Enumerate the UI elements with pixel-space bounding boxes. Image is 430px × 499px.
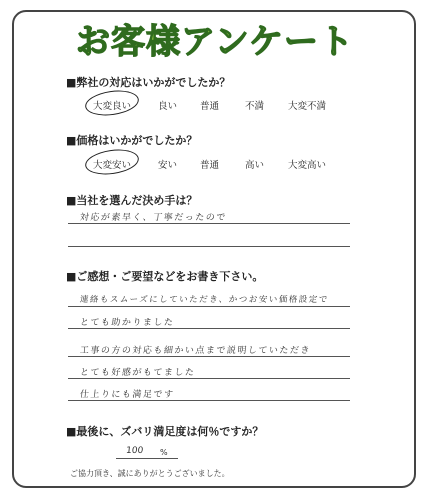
service-option-4[interactable]: 不満	[245, 101, 265, 112]
satisfaction-line	[116, 458, 178, 459]
thank-you-footer: ご協力頂き、誠にありがとうございました。	[70, 469, 230, 478]
question-reason: ■当社を選んだ決め手は？	[66, 194, 198, 207]
comment-answer-line-4: とても好感がもてました	[79, 368, 196, 378]
price-option-2[interactable]: 安い	[158, 160, 178, 171]
reason-answer-line-1: 対応が素早く、丁寧だったので	[79, 213, 228, 223]
question-satisfaction: ■最後に、ズバリ満足度は何％ですか？	[66, 425, 264, 438]
price-option-3[interactable]: 普通	[200, 160, 220, 171]
price-option-5[interactable]: 大変高い	[288, 160, 327, 171]
comment-answer-line-1: 連絡もスムーズにしていただき、かつお安い価格設定で	[79, 295, 330, 305]
comment-answer-line-5: 仕上りにも満足です	[79, 390, 175, 400]
answer-line	[68, 328, 350, 329]
service-option-5[interactable]: 大変不満	[288, 101, 327, 112]
satisfaction-unit: %	[160, 448, 168, 457]
answer-line	[68, 246, 350, 247]
satisfaction-value: 100	[125, 446, 144, 456]
survey-title: お客様アンケート	[76, 22, 354, 62]
comment-answer-line-3: 工事の方の対応も細かい点まで説明していただき	[79, 346, 312, 356]
question-service: ■弊社の対応はいかがでしたか？	[66, 76, 231, 89]
comment-answer-line-2: とても助かりました	[79, 318, 175, 328]
price-option-1[interactable]: 大変安い	[93, 160, 132, 171]
service-option-1[interactable]: 大変良い	[93, 101, 132, 112]
answer-line	[68, 306, 350, 307]
question-comments: ■ご感想・ご要望などをお書き下さい。	[66, 270, 264, 283]
price-option-4[interactable]: 高い	[245, 160, 265, 171]
service-option-3[interactable]: 普通	[200, 101, 220, 112]
answer-line	[68, 356, 350, 357]
service-option-2[interactable]: 良い	[158, 101, 178, 112]
answer-line	[68, 378, 350, 379]
answer-line	[68, 223, 350, 224]
answer-line	[68, 400, 350, 401]
question-price: ■価格はいかがでしたか？	[66, 134, 198, 147]
